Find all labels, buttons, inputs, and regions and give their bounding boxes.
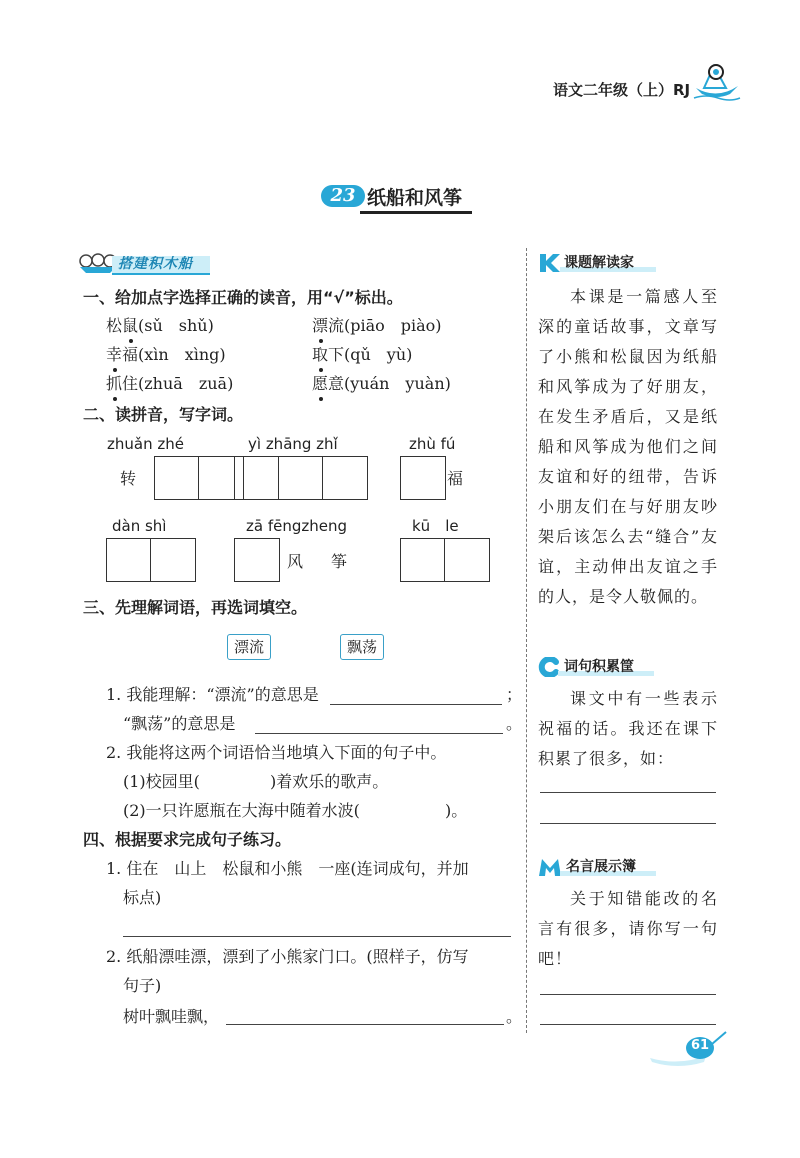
given-char-zhuan: 转 xyxy=(120,469,137,488)
c-letter-icon xyxy=(538,657,560,677)
q3-item-1b: “飘荡”的意思是 xyxy=(123,714,236,733)
given-char-zheng: 筝 xyxy=(331,552,348,571)
writing-grid[interactable] xyxy=(234,456,368,500)
q3-title: 三、先理解词语，再选词填空。 xyxy=(83,598,308,617)
word-box: 漂流 xyxy=(227,634,271,660)
answer-line[interactable] xyxy=(226,1024,504,1025)
q4-item-2-line-2: 句子) xyxy=(123,976,162,995)
given-char-feng: 风 xyxy=(287,552,304,571)
q3-item-2: 2. 我能将这两个词语恰当地填入下面的句子中。 xyxy=(106,743,447,762)
lesson-title: 纸船和风筝 xyxy=(367,187,463,209)
emphasis-dot xyxy=(129,339,133,343)
answer-line[interactable] xyxy=(330,704,502,705)
q1-item-2: 漂流(piāo piào) xyxy=(312,316,442,335)
q3-item-1a: 1. 我能理解：“漂流”的意思是 xyxy=(106,685,319,704)
q1-item-4: 取下(qǔ yù) xyxy=(312,345,413,364)
q1-title: 一、给加点字选择正确的读音，用“√”标出。 xyxy=(83,288,403,307)
pinyin-4: dàn shì xyxy=(112,517,167,535)
pinyin-6: kū le xyxy=(412,517,459,535)
sidebar-heading-3-label: 名言展示簿 xyxy=(566,859,636,875)
lesson-number-badge: 23 xyxy=(321,185,365,207)
pinyin-1: zhuǎn zhé xyxy=(107,435,184,453)
pinyin-2: yì zhāng zhǐ xyxy=(248,435,338,453)
sidebar-heading-1 xyxy=(538,253,658,273)
sidebar-text-3: 关于知错能改的名言有很多，请你写一句吧！ xyxy=(538,889,718,968)
section-tag xyxy=(78,253,212,275)
book-header: 语文二年级（上）RJ xyxy=(553,81,691,99)
q2-title: 二、读拼音，写字词。 xyxy=(83,405,244,424)
q1-item-3: 幸福(xìn xìng) xyxy=(106,345,226,364)
q4-item-2-line-3: 树叶飘哇飘， xyxy=(123,1007,220,1026)
writing-grid[interactable] xyxy=(400,538,490,582)
emphasis-dot xyxy=(113,397,117,401)
section-tag-label: 搭建积木船 xyxy=(118,256,193,272)
m-letter-icon xyxy=(538,857,562,877)
emphasis-dot xyxy=(319,397,323,401)
q3-sentence-1b: )着欢乐的歌声。 xyxy=(270,772,389,791)
sidebar-heading-3 xyxy=(538,857,658,877)
q4-item-2-end: 。 xyxy=(506,1007,523,1026)
q4-item-1-line-2: 标点) xyxy=(123,888,162,907)
title-underline xyxy=(360,211,472,214)
given-char-fu: 福 xyxy=(447,469,464,488)
sidebar-heading-1-label: 课题解读家 xyxy=(564,255,634,271)
answer-line[interactable] xyxy=(540,1024,716,1025)
q4-item-2-line-1: 2. 纸船漂哇漂，漂到了小熊家门口。(照样子，仿写 xyxy=(106,947,469,966)
answer-line[interactable] xyxy=(255,733,503,734)
q3-sentence-1a: (1)校园里( xyxy=(123,772,200,791)
q4-item-1-line-1: 1. 住在 山上 松鼠和小熊 一座(连词成句，并加 xyxy=(106,859,469,878)
sidebar-text-2: 课文中有一些表示祝福的话。我还在课下积累了很多，如： xyxy=(538,689,718,768)
emphasis-dot xyxy=(319,339,323,343)
pinyin-5: zā fēngzheng xyxy=(246,517,348,535)
q1-item-6: 愿意(yuán yuàn) xyxy=(312,374,451,393)
writing-grid[interactable] xyxy=(234,538,280,582)
paper-boat-icon xyxy=(692,58,742,102)
answer-line[interactable] xyxy=(123,936,511,937)
writing-grid[interactable] xyxy=(106,538,196,582)
q4-title: 四、根据要求完成句子练习。 xyxy=(83,830,292,849)
q3-item-1a-end: ； xyxy=(506,685,523,704)
answer-line[interactable] xyxy=(540,994,716,995)
sidebar-heading-2-label: 词句积累筐 xyxy=(564,659,634,675)
word-box: 飘荡 xyxy=(340,634,384,660)
answer-line[interactable] xyxy=(540,823,716,824)
q3-sentence-2b: )。 xyxy=(445,801,468,820)
sidebar-heading-2 xyxy=(538,657,658,677)
column-divider xyxy=(526,248,527,1033)
emphasis-dot xyxy=(113,368,117,372)
writing-grid[interactable] xyxy=(400,456,446,500)
q1-item-5: 抓住(zhuā zuā) xyxy=(106,374,234,393)
writing-grid[interactable] xyxy=(154,456,244,500)
emphasis-dot xyxy=(319,368,323,372)
q1-item-1: 松鼠(sǔ shǔ) xyxy=(106,316,214,335)
sidebar-text-1: 本课是一篇感人至深的童话故事，文章写了小熊和松鼠因为纸船和风筝成为了好朋友，在发生矛盾后，又是纸船和风筝成为他们之间友谊和好的纽带，告诉小朋友们在与好朋友吵架后该怎么去“缝合”友谊，主动伸出友谊之手的人，是令人敬佩的。 xyxy=(538,287,718,606)
k-letter-icon xyxy=(538,253,562,273)
q3-sentence-2a: (2)一只许愿瓶在大海中随着水波( xyxy=(123,801,360,820)
q3-item-1b-end: 。 xyxy=(506,714,523,733)
answer-line[interactable] xyxy=(540,792,716,793)
pinyin-3: zhù fú xyxy=(409,435,456,453)
page-number: 61 xyxy=(690,1038,710,1053)
